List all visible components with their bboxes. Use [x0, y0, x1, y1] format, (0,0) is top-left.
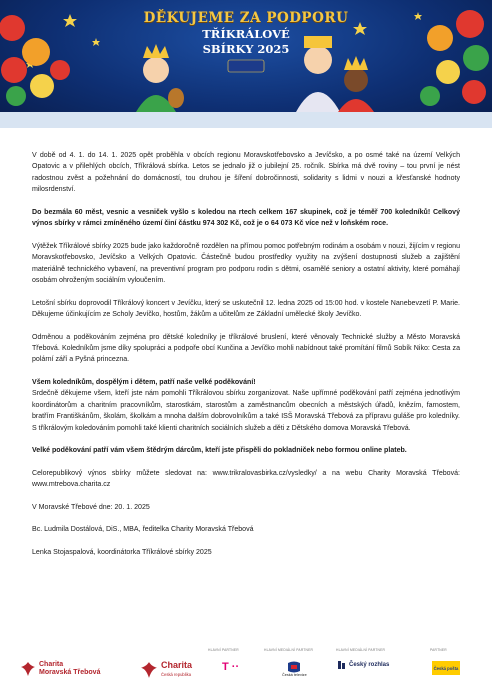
- paragraph-rewards: Odměnou a poděkováním zejména pro dětské koledníky je tříkrálové bruslení, které věnovaly Technické služby a Město Moravská Třebová. Koledníkům jsme díky spolupráci a podpoře obcí Kunčina a Jevíčko mohli nabídnout také promítání filmů Sobík Niko: Cesta za polární září a Pyšná princezna.: [32, 333, 460, 364]
- tmobile-logo: [222, 661, 239, 673]
- charita-cross-icon: [20, 661, 36, 677]
- posta-label: Česká pošta: [432, 661, 460, 675]
- signature-coordinator: Lenka Stojaspalová, koordinátorka Tříkrálové sbírky 2025: [32, 549, 212, 557]
- paragraph-thanks-heading: Všem koledníkům, dospělým i dětem, patří naše velké poděkování!: [32, 379, 256, 387]
- paragraph-intro: V době od 4. 1. do 14. 1. 2025 opět proběhla v obcích regionu Moravskotřebovsko a Jevíčsko, a po osmé také na území Velkých Opatovic a v přilehlých obcích, Tříkrálová sbírka. Letos se jednalo již o jubilejní 25. ročník. Sbírka má dvě roviny – tou první je nést radostnou zvěst a požehnání do domácností, tou druhou je šíření dobročinnosti, solidarity s lidmi v nouzi a křesťanské hodnoty milosrdenství.: [32, 152, 460, 194]
- banner-title: DĚKUJEME ZA PODPORU: [143, 10, 349, 26]
- caption-main-media: HLAVNÍ MEDIÁLNÍ PARTNER: [264, 648, 314, 652]
- partner-footer: [20, 648, 472, 688]
- banner-subtitle: TŘÍKRÁLOVÉ: [202, 27, 290, 41]
- signature-director: Bc. Ludmila Dostálová, DiS., MBA, ředitelka Charity Moravská Třebová: [32, 526, 254, 534]
- paragraph-links: Celorepublikový výnos sbírky můžete sledovat na: www.trikralovasbirka.cz/vysledky/ a na webu Charity Moravská Třebová: www.mtrebova.charita.cz: [32, 469, 460, 489]
- charita-cr-name: Charita: [161, 660, 193, 670]
- rozhlas-icon: [338, 661, 346, 669]
- charita-local-city: Moravská Třebová: [39, 669, 101, 676]
- charita-cr-logo: [140, 661, 192, 679]
- paragraph-concert: Letošní sbírku doprovodil Tříkrálový koncert v Jevíčku, který se uskutečnil 12. ledna 2025 od 15:00 hod. v kostele Nanebevzetí P. Marie. Děkujeme účinkujícím ze Scholy Jevíčko, hostům, žákům a učitelům ze Základní umělecké školy Jevíčko.: [32, 299, 460, 319]
- caption-partner: PARTNER: [430, 648, 447, 652]
- date-line: V Moravské Třebové dne: 20. 1. 2025: [32, 503, 150, 511]
- rozhlas-label: Český rozhlas: [349, 662, 390, 668]
- ceska-posta-logo: [432, 661, 460, 675]
- cesky-rozhlas-logo: [338, 661, 389, 669]
- header-banner: [0, 0, 492, 128]
- charita-cr-sub: Česká republika: [161, 672, 192, 677]
- ct-label: Česká televize: [282, 673, 307, 677]
- tmobile-label: T ··: [222, 661, 240, 673]
- paragraph-donors: Velké poděkování patří vám všem štědrým dárcům, kteří jste přispěli do pokladniček nebo formou online plateb.: [32, 447, 407, 455]
- charita-local-name: Charita: [39, 661, 64, 668]
- paragraph-usage: Výtěžek Tříkrálové sbírky 2025 bude jako každoročně rozdělen na přímou pomoc potřebným rodinám a osobám v nouzi, žijícím v regionu Moravskotřebovsko, Jevíčsko a Velkých Opatovic. Částečně budou prostředky využity na zvýšení dostupnosti služeb a zajištění materiálně technického vybavení, na preventivní program pro podporu rodin s dětmi, osamělé seniory a ostatní aktivity, které pomáhají osobám ohroženým sociálním vyloučením.: [32, 242, 460, 285]
- paragraph-results: Do bezmála 60 měst, vesnic a vesniček vyšlo s koledou na rtech celkem 167 skupinek, což je téměř 700 koledníků! Celkový výnos sbírky v rámci zmíněného území činí částku 974 302 Kč, což je o 64 073 Kč více než v loňském roce.: [32, 208, 460, 228]
- ceska-televize-logo: [282, 661, 307, 677]
- banner-year: SBÍRKY 2025: [202, 42, 290, 56]
- caption-main-partner: HLAVNÍ PARTNER: [208, 648, 239, 652]
- charita-moravska-trebova-logo: [20, 661, 100, 677]
- paragraph-thanks: Srdečně děkujeme všem, kteří jste nám pomohli Tříkrálovou sbírku zorganizovat. Naše upřímné poděkování patří zejména jednotlivým koordinátorům a charitním pracovníkům, starostkám, starostům a zaměstnancům obecních a městských úřadů, knězím, farnostem, bratřím Františkánům, školám, školkám a mnoha dalším dobrovolníkům a také ISŠ Moravská Třebová za přípravu guláše pro koledníky. S tříkrálovým koledováním pomohli také klienti charitních sociálních služeb a děti z Dětského domova Moravská Třebová.: [32, 390, 460, 432]
- letter-body: [32, 150, 460, 570]
- caption-media: HLAVNÍ MEDIÁLNÍ PARTNER: [336, 648, 386, 652]
- charita-cr-cross-icon: [140, 661, 158, 679]
- ct-icon: [287, 661, 301, 673]
